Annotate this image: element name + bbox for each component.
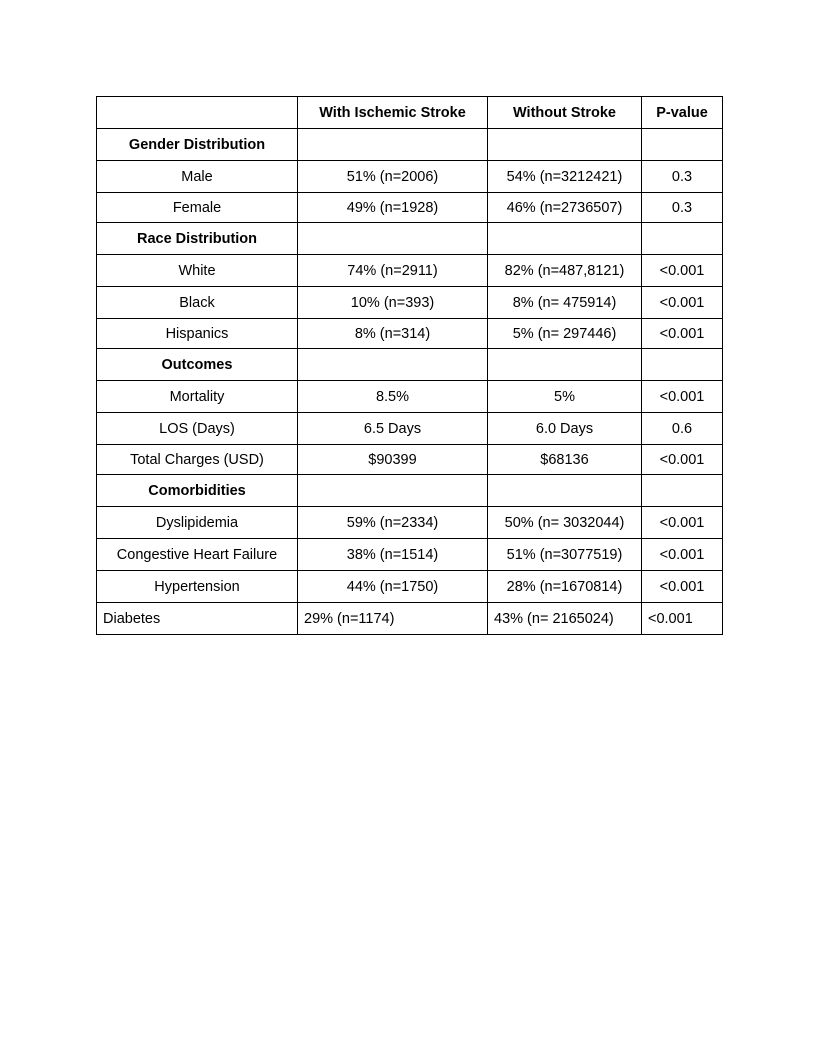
without-stroke-value: 5%	[488, 381, 642, 413]
empty-cell	[298, 475, 488, 507]
row-label: Diabetes	[97, 603, 298, 635]
without-stroke-value: 43% (n= 2165024)	[488, 603, 642, 635]
table-row	[97, 161, 723, 193]
section-header-row	[97, 223, 723, 255]
header-with-stroke: With Ischemic Stroke	[298, 97, 488, 129]
table-row	[97, 381, 723, 413]
without-stroke-value: 5% (n= 297446)	[488, 319, 642, 349]
p-value: <0.001	[642, 255, 723, 287]
table-row	[97, 571, 723, 603]
row-label: Dyslipidemia	[97, 507, 298, 539]
without-stroke-value: $68136	[488, 445, 642, 475]
table-row	[97, 193, 723, 223]
header-p-value: P-value	[642, 97, 723, 129]
empty-cell	[642, 475, 723, 507]
p-value: 0.3	[642, 193, 723, 223]
without-stroke-value: 54% (n=3212421)	[488, 161, 642, 193]
with-stroke-value: 6.5 Days	[298, 413, 488, 445]
p-value: <0.001	[642, 603, 723, 635]
row-label: Black	[97, 287, 298, 319]
p-value: <0.001	[642, 445, 723, 475]
without-stroke-value: 51% (n=3077519)	[488, 539, 642, 571]
without-stroke-value: 28% (n=1670814)	[488, 571, 642, 603]
comparison-table	[96, 96, 723, 635]
empty-cell	[488, 129, 642, 161]
with-stroke-value: 44% (n=1750)	[298, 571, 488, 603]
header-cell-blank	[97, 97, 298, 129]
header-without-stroke: Without Stroke	[488, 97, 642, 129]
p-value: <0.001	[642, 507, 723, 539]
row-label: Female	[97, 193, 298, 223]
with-stroke-value: 8% (n=314)	[298, 319, 488, 349]
without-stroke-value: 6.0 Days	[488, 413, 642, 445]
p-value: 0.6	[642, 413, 723, 445]
p-value: <0.001	[642, 319, 723, 349]
without-stroke-value: 82% (n=487,8121)	[488, 255, 642, 287]
table-row	[97, 319, 723, 349]
table-row	[97, 507, 723, 539]
with-stroke-value: 38% (n=1514)	[298, 539, 488, 571]
empty-cell	[488, 349, 642, 381]
p-value: <0.001	[642, 381, 723, 413]
empty-cell	[488, 475, 642, 507]
with-stroke-value: $90399	[298, 445, 488, 475]
row-label: Congestive Heart Failure	[97, 539, 298, 571]
empty-cell	[298, 349, 488, 381]
p-value: 0.3	[642, 161, 723, 193]
with-stroke-value: 10% (n=393)	[298, 287, 488, 319]
p-value: <0.001	[642, 571, 723, 603]
without-stroke-value: 8% (n= 475914)	[488, 287, 642, 319]
empty-cell	[298, 129, 488, 161]
row-label: Male	[97, 161, 298, 193]
section-title-comorbidities: Comorbidities	[97, 475, 298, 507]
row-label: Hypertension	[97, 571, 298, 603]
row-label: Hispanics	[97, 319, 298, 349]
empty-cell	[642, 223, 723, 255]
with-stroke-value: 49% (n=1928)	[298, 193, 488, 223]
p-value: <0.001	[642, 287, 723, 319]
without-stroke-value: 46% (n=2736507)	[488, 193, 642, 223]
section-title-race: Race Distribution	[97, 223, 298, 255]
section-header-row	[97, 349, 723, 381]
table-row	[97, 603, 723, 635]
section-header-row	[97, 475, 723, 507]
table-row	[97, 255, 723, 287]
table-row	[97, 539, 723, 571]
row-label: Mortality	[97, 381, 298, 413]
section-header-row	[97, 129, 723, 161]
with-stroke-value: 29% (n=1174)	[298, 603, 488, 635]
p-value: <0.001	[642, 539, 723, 571]
row-label: White	[97, 255, 298, 287]
table-row	[97, 287, 723, 319]
with-stroke-value: 51% (n=2006)	[298, 161, 488, 193]
empty-cell	[298, 223, 488, 255]
without-stroke-value: 50% (n= 3032044)	[488, 507, 642, 539]
section-title-gender: Gender Distribution	[97, 129, 298, 161]
table-row	[97, 445, 723, 475]
header-row	[97, 97, 723, 129]
row-label: Total Charges (USD)	[97, 445, 298, 475]
empty-cell	[642, 349, 723, 381]
table-row	[97, 413, 723, 445]
with-stroke-value: 74% (n=2911)	[298, 255, 488, 287]
section-title-outcomes: Outcomes	[97, 349, 298, 381]
row-label: LOS (Days)	[97, 413, 298, 445]
empty-cell	[642, 129, 723, 161]
with-stroke-value: 59% (n=2334)	[298, 507, 488, 539]
with-stroke-value: 8.5%	[298, 381, 488, 413]
empty-cell	[488, 223, 642, 255]
